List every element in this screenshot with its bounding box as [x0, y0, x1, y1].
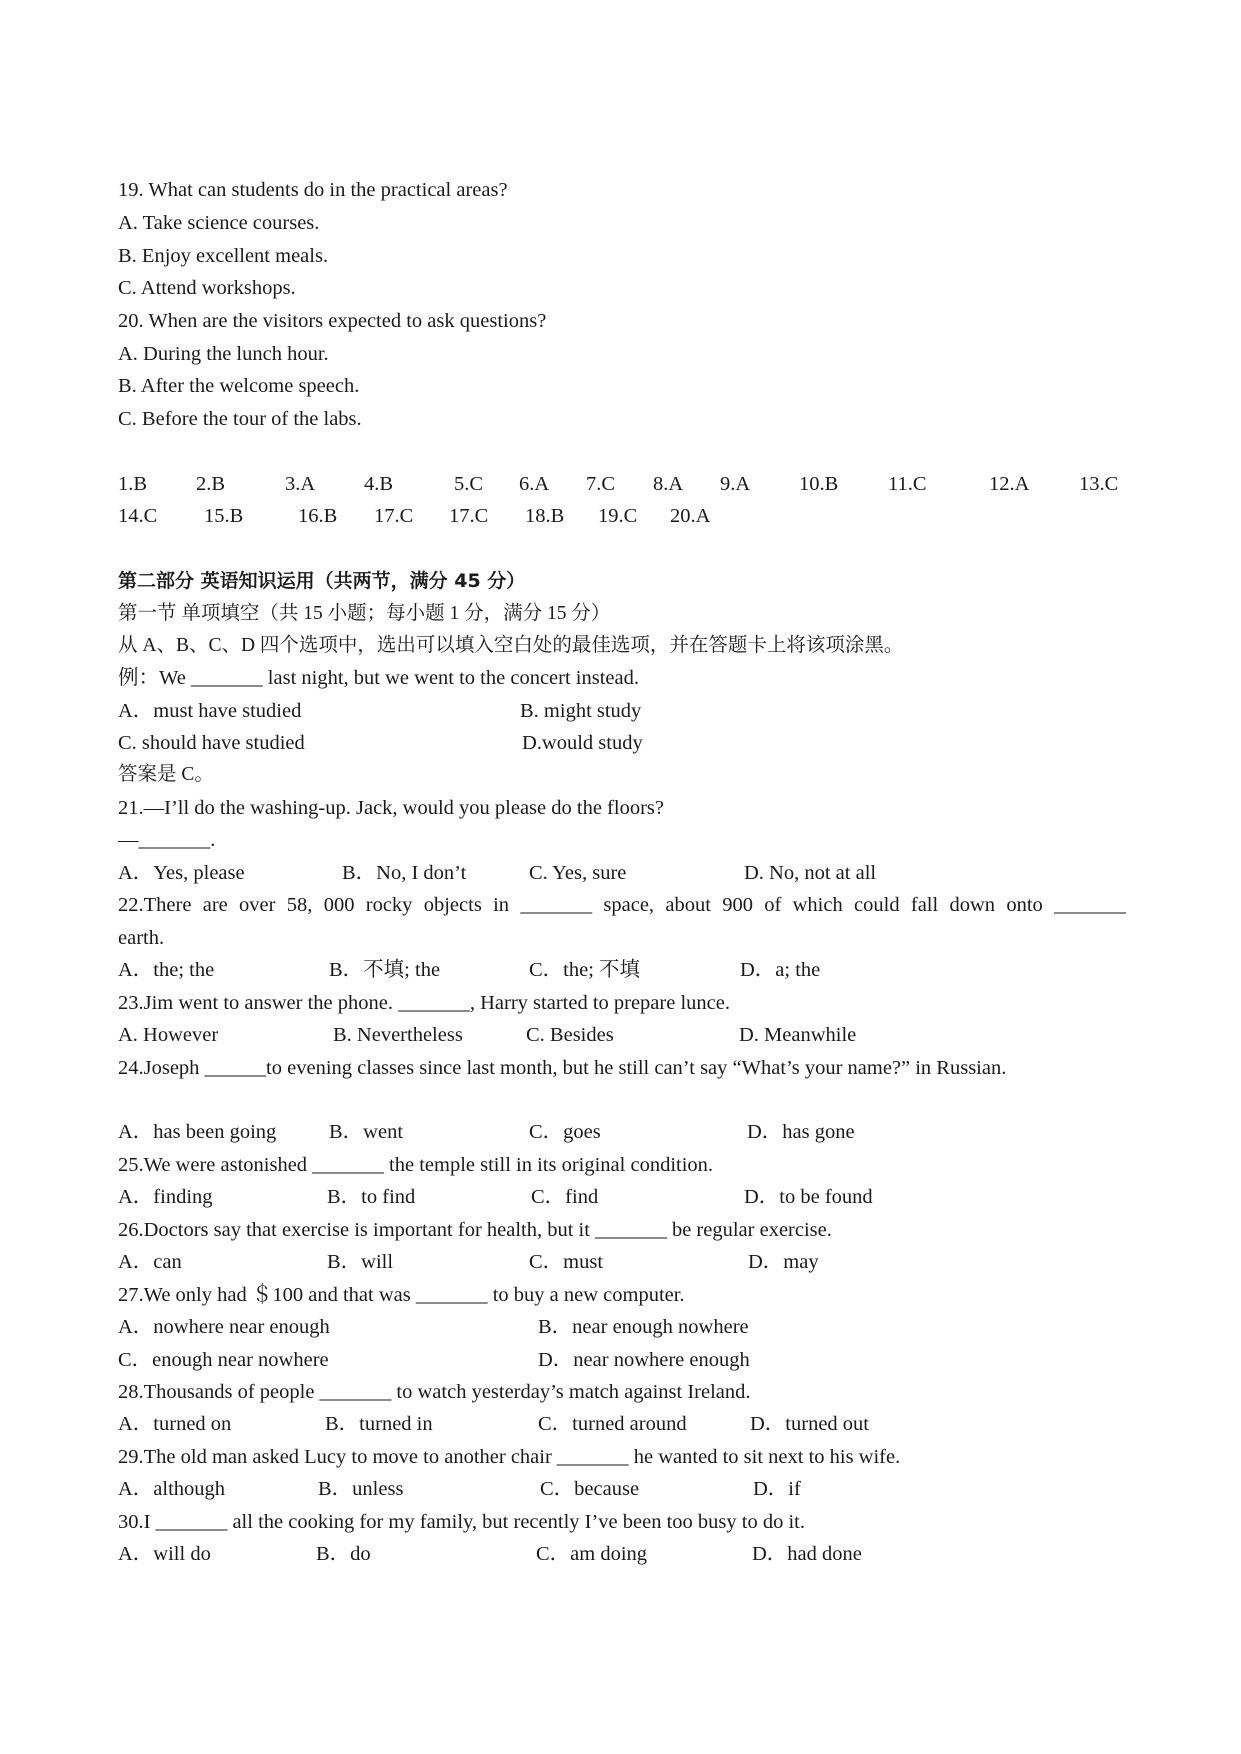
answer-key-item: 2.B: [196, 473, 226, 495]
q21-option-b: B．No, I don’t: [342, 862, 467, 884]
example-option-d: D.would study: [522, 732, 643, 754]
q27-option-a: A．nowhere near enough: [118, 1316, 330, 1338]
question-21-reply: —_______.: [118, 829, 216, 851]
q19-option-c: C. Attend workshops.: [118, 277, 296, 299]
q24-option-c: C．goes: [529, 1121, 601, 1143]
question-29: 29.The old man asked Lucy to move to another chair _______ he wanted to sit next to his wife.: [118, 1446, 901, 1468]
q22-word: in: [493, 894, 510, 916]
example-stem: 例：We _______ last night, but we went to the concert instead.: [118, 667, 639, 689]
answer-key-item: 15.B: [204, 505, 244, 527]
answer-key-item: 12.A: [989, 473, 1030, 495]
q28-option-a: A．turned on: [118, 1413, 232, 1435]
q29-option-d: D．if: [753, 1478, 801, 1500]
answer-key-item: 18.B: [525, 505, 565, 527]
answer-key-item: 13.C: [1079, 473, 1119, 495]
example-option-c: C. should have studied: [118, 732, 305, 754]
answer-key-item: 17.C: [449, 505, 489, 527]
q22-word: down: [949, 894, 996, 916]
q25-option-b: B．to find: [327, 1186, 416, 1208]
q22-word: which: [792, 894, 843, 916]
q20-option-b: B. After the welcome speech.: [118, 375, 360, 397]
q22-option-c: C．the; 不填: [529, 959, 641, 981]
q26-option-d: D．may: [748, 1251, 819, 1273]
part2-heading: 第二部分 英语知识运用（共两节，满分 45 分）: [118, 570, 526, 592]
answer-key-item: 11.C: [888, 473, 927, 495]
answer-key-item: 20.A: [670, 505, 711, 527]
q20-option-c: C. Before the tour of the labs.: [118, 408, 362, 430]
q22-blank: _______: [1054, 894, 1126, 916]
question-20: 20. When are the visitors expected to ask questions?: [118, 310, 547, 332]
q23-option-b: B. Nevertheless: [333, 1024, 463, 1046]
question-24: 24.Joseph ______to evening classes since last month, but he still can’t say “What’s your name?” in Russian.: [118, 1057, 1007, 1079]
q25-option-d: D．to be found: [744, 1186, 873, 1208]
answer-key-row-1: [0, 470, 1241, 498]
question-22-end: earth.: [118, 927, 165, 949]
q23-option-d: D. Meanwhile: [739, 1024, 857, 1046]
q27-option-c: C．enough near nowhere: [118, 1349, 329, 1371]
q22-option-d: D．a; the: [740, 959, 821, 981]
q25-option-c: C．find: [531, 1186, 599, 1208]
q22-blank: _______: [520, 894, 593, 916]
q27-option-d: D．near nowhere enough: [538, 1349, 750, 1371]
example-option-a: A．must have studied: [118, 700, 302, 722]
answer-key-item: 5.C: [454, 473, 484, 495]
q22-option-b: B．不填; the: [329, 959, 441, 981]
question-22: [118, 891, 1126, 919]
q26-option-c: C．must: [529, 1251, 604, 1273]
answer-key-item: 4.B: [364, 473, 394, 495]
question-28: 28.Thousands of people _______ to watch yesterday’s match against Ireland.: [118, 1381, 751, 1403]
answer-key-item: 6.A: [519, 473, 550, 495]
q22-word: 000: [323, 894, 355, 916]
answer-key-item: 3.A: [285, 473, 316, 495]
answer-key-row-2: [0, 502, 1241, 530]
example-answer: 答案是 C。: [118, 764, 214, 785]
answer-key-item: 1.B: [118, 473, 148, 495]
q22-word: of: [764, 894, 782, 916]
q22-word: rocky: [365, 894, 413, 916]
q29-option-c: C．because: [540, 1478, 640, 1500]
q22-word: space,: [603, 894, 655, 916]
q26-option-a: A．can: [118, 1251, 182, 1273]
question-23: 23.Jim went to answer the phone. _______, Harry started to prepare lunce.: [118, 992, 730, 1014]
question-21: 21.—I’ll do the washing-up. Jack, would you please do the floors?: [118, 797, 664, 819]
q22-word: fall: [910, 894, 939, 916]
section1-heading: 第一节 单项填空（共 15 小题；每小题 1 分，满分 15 分）: [118, 603, 611, 624]
answer-key-item: 7.C: [586, 473, 616, 495]
answer-key-item: 9.A: [720, 473, 751, 495]
q30-option-b: B．do: [316, 1543, 371, 1565]
q30-option-c: C．am doing: [536, 1543, 648, 1565]
q28-option-b: B．turned in: [325, 1413, 433, 1435]
q29-option-b: B．unless: [318, 1478, 404, 1500]
answer-key-item: 14.C: [118, 505, 158, 527]
example-option-b: B. might study: [520, 700, 642, 722]
q27-option-b: B．near enough nowhere: [538, 1316, 749, 1338]
question-27: 27.We only had ＄100 and that was _______ to buy a new computer.: [118, 1284, 685, 1306]
q19-option-a: A. Take science courses.: [118, 212, 320, 234]
section1-instruction: 从 A、B、C、D 四个选项中，选出可以填入空白处的最佳选项，并在答题卡上将该项涂黑。: [118, 635, 904, 656]
question-30: 30.I _______ all the cooking for my family, but recently I’ve been too busy to do it.: [118, 1511, 805, 1533]
answer-key-item: 17.C: [374, 505, 414, 527]
q22-word: could: [854, 894, 900, 916]
q28-option-c: C．turned around: [538, 1413, 687, 1435]
q22-word: 900: [722, 894, 753, 916]
q22-word: onto: [1006, 894, 1043, 916]
q26-option-b: B．will: [327, 1251, 394, 1273]
q23-option-a: A. However: [118, 1024, 219, 1046]
q21-option-a: A．Yes, please: [118, 862, 245, 884]
q23-option-c: C. Besides: [526, 1024, 614, 1046]
q24-option-d: D．has gone: [747, 1121, 855, 1143]
q25-option-a: A．finding: [118, 1186, 213, 1208]
question-25: 25.We were astonished _______ the temple still in its original condition.: [118, 1154, 714, 1176]
q24-option-b: B．went: [329, 1121, 404, 1143]
q29-option-a: A．although: [118, 1478, 226, 1500]
q22-option-a: A．the; the: [118, 959, 215, 981]
q22-word: about: [665, 894, 711, 916]
answer-key-item: 10.B: [799, 473, 839, 495]
q28-option-d: D．turned out: [750, 1413, 869, 1435]
q20-option-a: A. During the lunch hour.: [118, 343, 329, 365]
answer-key-item: 16.B: [298, 505, 338, 527]
answer-key-item: 19.C: [598, 505, 638, 527]
question-19: 19. What can students do in the practical areas?: [118, 179, 508, 201]
answer-key-item: 8.A: [653, 473, 684, 495]
q19-option-b: B. Enjoy excellent meals.: [118, 245, 329, 267]
q21-option-c: C. Yes, sure: [529, 862, 627, 884]
q22-word: 22.There: [118, 894, 192, 916]
q22-word: 58,: [286, 894, 313, 916]
q30-option-d: D．had done: [752, 1543, 862, 1565]
q22-word: objects: [423, 894, 482, 916]
q30-option-a: A．will do: [118, 1543, 211, 1565]
q22-word: are: [202, 894, 228, 916]
q24-option-a: A．has been going: [118, 1121, 277, 1143]
q21-option-d: D. No, not at all: [744, 862, 877, 884]
question-26: 26.Doctors say that exercise is important for health, but it _______ be regular exercise.: [118, 1219, 832, 1241]
q22-word: over: [239, 894, 276, 916]
